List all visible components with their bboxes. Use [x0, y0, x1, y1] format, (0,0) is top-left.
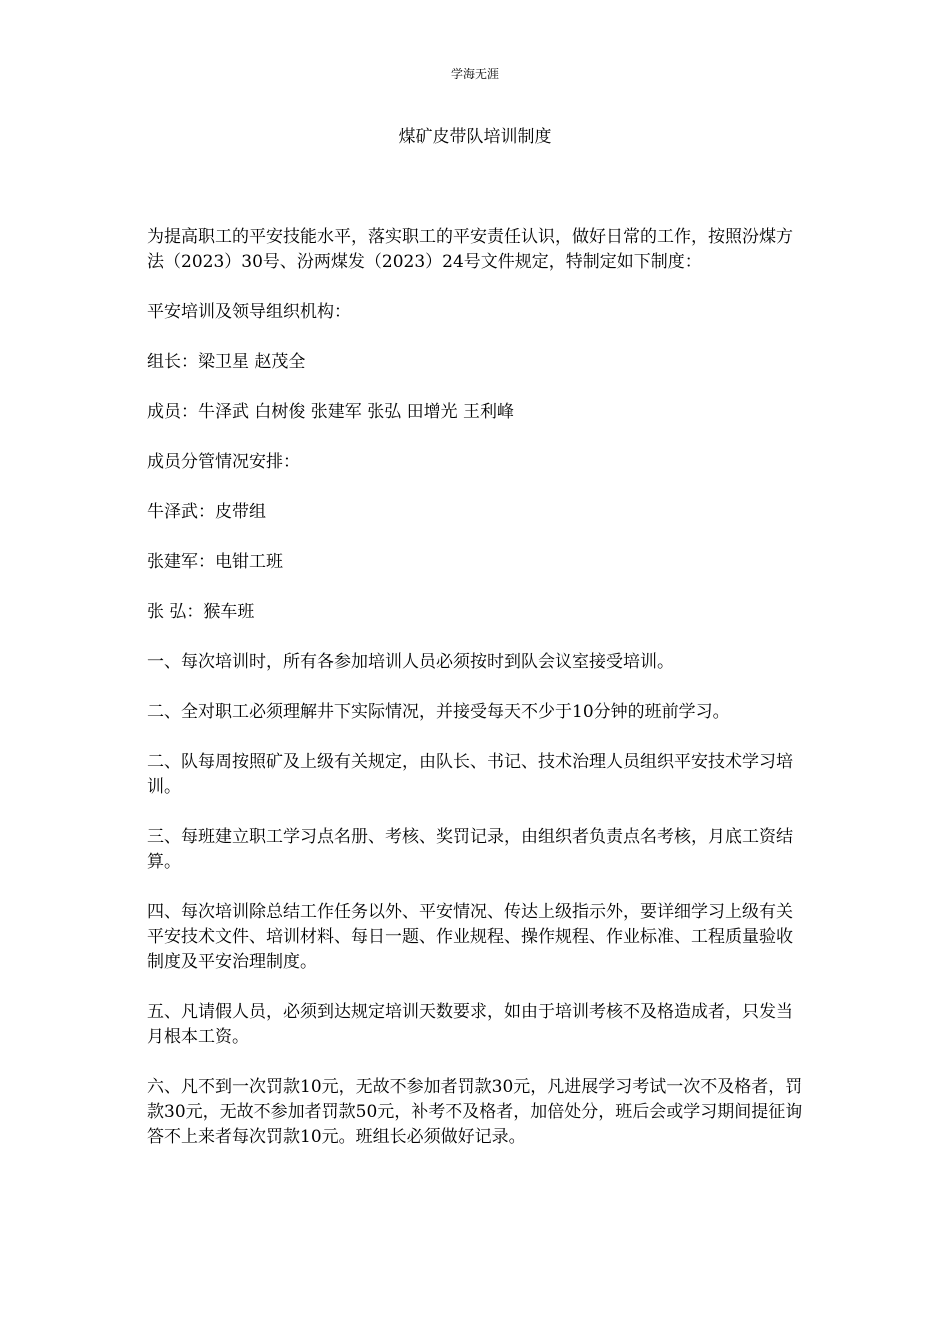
group-members: 成员：牛泽武 白树俊 张建军 张弘 田增光 王利峰	[147, 402, 515, 422]
document-title: 煤矿皮带队培训制度	[398, 127, 552, 147]
assignment-item: 张 弘：猴车班	[147, 602, 255, 622]
rule-paragraph: 二、全对职工必须理解井下实际情况，并接受每天不少于10分钟的班前学习。	[147, 702, 730, 722]
page-header: 学海无涯	[450, 67, 499, 81]
assignment-item: 张建军：电钳工班	[147, 552, 283, 572]
assignment-heading: 成员分管情况安排：	[147, 452, 300, 472]
rule-paragraph: 一、每次培训时，所有各参加培训人员必须按时到队会议室接受培训。	[147, 652, 674, 672]
rule-paragraph: 二、队每周按照矿及上级有关规定，由队长、书记、技术治理人员组织平安技术学习培训。	[147, 752, 793, 797]
organization-heading: 平安培训及领导组织机构：	[147, 302, 351, 322]
rule-paragraph: 四、每次培训除总结工作任务以外、平安情况、传达上级指示外，要详细学习上级有关平安技术文件、培训材料、每日一题、作业规程、操作规程、作业标准、工程质量验收制度及平安治理制度。	[147, 902, 793, 972]
intro-paragraph: 为提高职工的平安技能水平，落实职工的平安责任认识，做好日常的工作，按照汾煤方法（2023）30号、汾两煤发（2023）24号文件规定，特制定如下制度：	[147, 227, 793, 272]
group-leaders: 组长：梁卫星 赵茂全	[147, 352, 306, 372]
rule-paragraph: 三、每班建立职工学习点名册、考核、奖罚记录，由组织者负责点名考核，月底工资结算。	[147, 827, 793, 872]
rule-paragraph: 六、凡不到一次罚款10元，无故不参加者罚款30元，凡进展学习考试一次不及格者，罚款30元，无故不参加者罚款50元，补考不及格者，加倍处分，班后会或学习期间提征询答不上来者每次罚款10元。班组长必须做好记录。	[147, 1077, 803, 1147]
assignment-item: 牛泽武：皮带组	[147, 502, 266, 522]
rule-paragraph: 五、凡请假人员，必须到达规定培训天数要求，如由于培训考核不及格造成者，只发当月根本工资。	[147, 1002, 793, 1047]
document-body	[147, 225, 803, 1175]
